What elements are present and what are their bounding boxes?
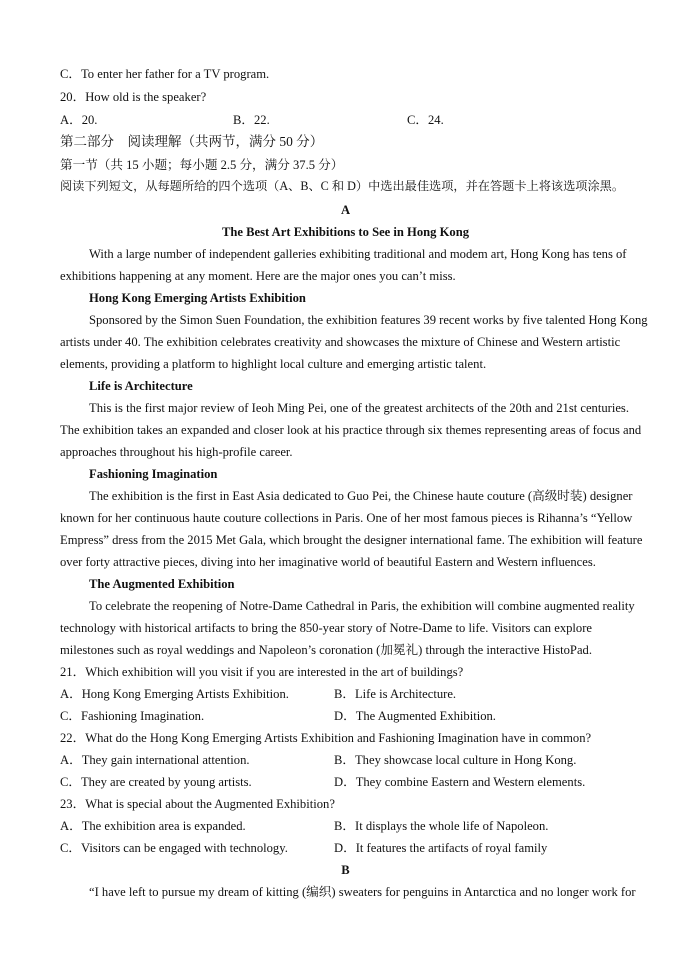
section-heading-emerging-artists: Hong Kong Emerging Artists Exhibition	[89, 291, 306, 305]
paragraph-line: Empress” dress from the 2015 Met Gala, which brought the designer international fame. The exhibition will feature	[60, 533, 643, 547]
q20-stem: 20．How old is the speaker?	[60, 90, 207, 104]
intro-line: With a large number of independent galleries exhibiting traditional and modem art, Hong Kong has tens of	[89, 247, 627, 261]
passage-b-letter: B	[341, 863, 350, 877]
passage-a-letter: A	[340, 203, 351, 217]
q20-option-c: C．24.	[407, 113, 444, 127]
q20-option-a: A．20.	[60, 113, 98, 127]
q23-option-d: D．It features the artifacts of royal family	[334, 841, 548, 855]
directions: 阅读下列短文，从每题所给的四个选项（A、B、C 和 D）中选出最佳选项，并在答题卡上将该选项涂黑。	[60, 179, 625, 193]
paragraph-line: elements, providing a platform to highlight local culture and emerging artistic talent.	[60, 357, 487, 371]
q21-option-c: C．Fashioning Imagination.	[60, 709, 205, 723]
q22-option-d: D．They combine Eastern and Western elements.	[334, 775, 586, 789]
q23-option-c: C．Visitors can be engaged with technology.	[60, 841, 288, 855]
section-heading-augmented-exhibition: The Augmented Exhibition	[89, 577, 235, 591]
q19-option-c: C．To enter her father for a TV program.	[60, 67, 270, 81]
passage-a-title: The Best Art Exhibitions to See in Hong Kong	[221, 225, 469, 239]
paragraph-line: over forty attractive pieces, diving into her imaginative world of beautiful Eastern and Western influences.	[60, 555, 596, 569]
q23-option-a: A．The exhibition area is expanded.	[60, 819, 246, 833]
q22-option-b: B．They showcase local culture in Hong Kong.	[334, 753, 577, 767]
q22-option-a: A．They gain international attention.	[60, 753, 250, 767]
paragraph-line: artists under 40. The exhibition celebrates creativity and showcases the mixture of Chinese and Western artistic	[60, 335, 621, 349]
section1-title: 第一节（共 15 小题；每小题 2.5 分，满分 37.5 分）	[60, 158, 344, 172]
paragraph-line: Sponsored by the Simon Suen Foundation, the exhibition features 39 recent works by five talented Hong Kong	[89, 313, 648, 327]
q23-option-b: B．It displays the whole life of Napoleon.	[334, 819, 549, 833]
passage-b-first-line: “I have left to pursue my dream of kitting (编织) sweaters for penguins in Antarctica and no longer work for	[89, 885, 636, 899]
section-heading-life-is-architecture: Life is Architecture	[89, 379, 193, 393]
paragraph-line: known for her continuous haute couture collections in Paris. One of her most famous pieces is Rihanna’s “Yellow	[60, 511, 633, 525]
paragraph-line: The exhibition is the first in East Asia dedicated to Guo Pei, the Chinese haute couture (高级时装) designer	[89, 489, 633, 503]
section-heading-fashioning-imagination: Fashioning Imagination	[89, 467, 218, 481]
intro-line: exhibitions happening at any moment. Here are the major ones you can’t miss.	[60, 269, 456, 283]
paragraph-line: The exhibition takes an expanded and closer look at his practice through six themes representing areas of focus and	[60, 423, 642, 437]
paragraph-line: To celebrate the reopening of Notre-Dame Cathedral in Paris, the exhibition will combine augmented reality	[89, 599, 635, 613]
paragraph-line: milestones such as royal weddings and Napoleon’s coronation (加冕礼) through the interactive HistoPad.	[60, 643, 592, 657]
part2-title: 第二部分 阅读理解（共两节，满分 50 分）	[60, 134, 324, 149]
q21-option-a: A．Hong Kong Emerging Artists Exhibition.	[60, 687, 289, 701]
q20-option-b: B．22.	[233, 113, 270, 127]
q23-stem: 23．What is special about the Augmented Exhibition?	[60, 797, 335, 811]
paragraph-line: approaches throughout his high-profile career.	[60, 445, 293, 459]
q22-option-c: C．They are created by young artists.	[60, 775, 252, 789]
paragraph-line: This is the first major review of Ieoh Ming Pei, one of the greatest architects of the 20th and 21st centuries.	[89, 401, 629, 415]
q22-stem: 22．What do the Hong Kong Emerging Artists Exhibition and Fashioning Imagination have in common?	[60, 731, 592, 745]
q21-option-d: D．The Augmented Exhibition.	[334, 709, 496, 723]
paragraph-line: technology with historical artifacts to bring the 850-year story of Notre-Dame to life. Visitors can explore	[60, 621, 592, 635]
q21-stem: 21．Which exhibition will you visit if you are interested in the art of buildings?	[60, 665, 464, 679]
q21-option-b: B．Life is Architecture.	[334, 687, 457, 701]
